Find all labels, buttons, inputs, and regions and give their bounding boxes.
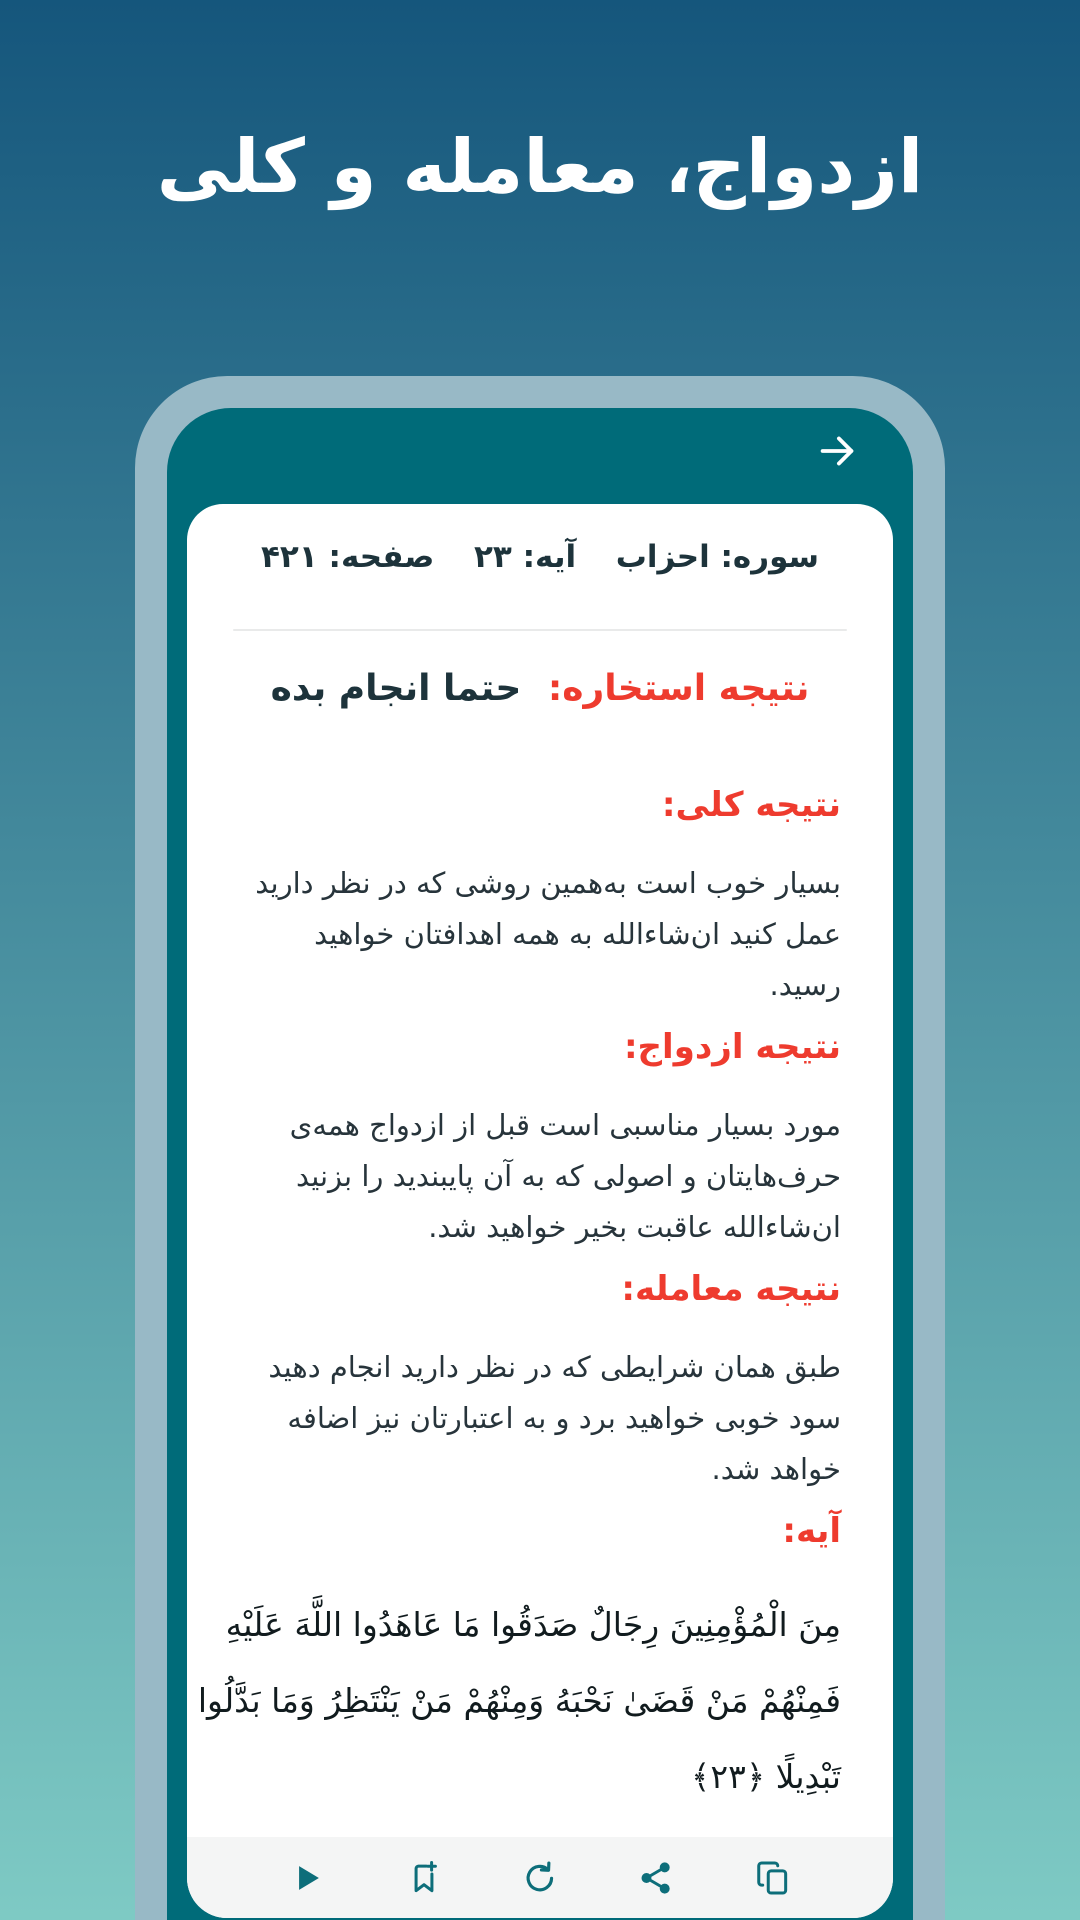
- istikhara-result-line: [239, 664, 841, 714]
- section-body-marriage: [239, 1100, 841, 1253]
- istikhara-result-label: نتیجه استخاره:: [547, 668, 810, 709]
- play-icon: [288, 1859, 326, 1897]
- section-heading-marriage: نتیجه ازدواج:: [623, 1027, 841, 1067]
- section-body-transaction: [239, 1342, 841, 1495]
- phone-frame: [167, 408, 913, 1920]
- body-line: مورد بسیار مناسبی است قبل از ازدواج همه‌ی: [289, 1108, 841, 1142]
- body-line: طبق همان شرایطی که در نظر دارید انجام دهید: [268, 1350, 841, 1384]
- ayah-label: آیه: ۲۳: [473, 539, 577, 575]
- body-line: سود خوبی خواهید برد و به اعتبارتان نیز اضافه: [287, 1401, 841, 1435]
- copy-icon: [754, 1859, 792, 1897]
- result-content: [187, 504, 893, 1837]
- body-line: عمل کنید ان‌شاءالله به همه اهدافتان خواهید: [314, 917, 841, 951]
- phone-screen: [187, 504, 893, 1918]
- back-button[interactable]: [813, 428, 861, 476]
- refresh-button[interactable]: [517, 1855, 563, 1901]
- page-title: ازدواج، معامله و کلی: [156, 124, 924, 210]
- toolbar: [187, 1837, 893, 1918]
- page-number-label: صفحه: ۴۲۱: [261, 539, 435, 575]
- body-line: رسید.: [769, 968, 841, 1002]
- verse-line: فَمِنْهُمْ مَنْ قَضَىٰ نَحْبَهُ وَمِنْهُمْ مَنْ يَنْتَظِرُ وَمَا بَدَّلُوا: [197, 1681, 841, 1720]
- phone-mockup: [135, 376, 945, 1920]
- section-heading-verse: آیه:: [782, 1511, 841, 1551]
- surah-label: سوره: احزاب: [615, 539, 819, 575]
- bookmark-add-icon: [405, 1859, 443, 1897]
- quran-verse: [197, 1587, 841, 1815]
- body-line: خواهد شد.: [711, 1452, 841, 1486]
- body-line: بسیار خوب است به‌همین روشی که در نظر دارید: [255, 866, 841, 900]
- verse-meta-row: [239, 534, 841, 580]
- body-line: حرف‌هایتان و اصولی که به آن پایبندید را بزنید: [296, 1159, 841, 1193]
- copy-button[interactable]: [750, 1855, 796, 1901]
- play-button[interactable]: [284, 1855, 330, 1901]
- body-line: ان‌شاءالله عاقبت بخیر خواهید شد.: [428, 1210, 841, 1244]
- verse-line: تَبْدِيلًا ﴿٢٣﴾: [691, 1757, 841, 1796]
- divider: [233, 629, 847, 631]
- section-body-general: [239, 858, 841, 1011]
- verse-line: مِنَ الْمُؤْمِنِينَ رِجَالٌ صَدَقُوا مَا عَاهَدُوا اللَّهَ عَلَيْهِ: [225, 1605, 841, 1644]
- section-heading-transaction: نتیجه معامله:: [621, 1269, 841, 1309]
- share-icon: [637, 1859, 675, 1897]
- istikhara-result-value: حتما انجام بده: [270, 668, 522, 709]
- share-button[interactable]: [633, 1855, 679, 1901]
- refresh-icon: [521, 1859, 559, 1897]
- arrow-right-icon: [814, 428, 860, 474]
- bookmark-add-button[interactable]: [401, 1855, 447, 1901]
- section-heading-general: نتیجه کلی:: [661, 785, 841, 825]
